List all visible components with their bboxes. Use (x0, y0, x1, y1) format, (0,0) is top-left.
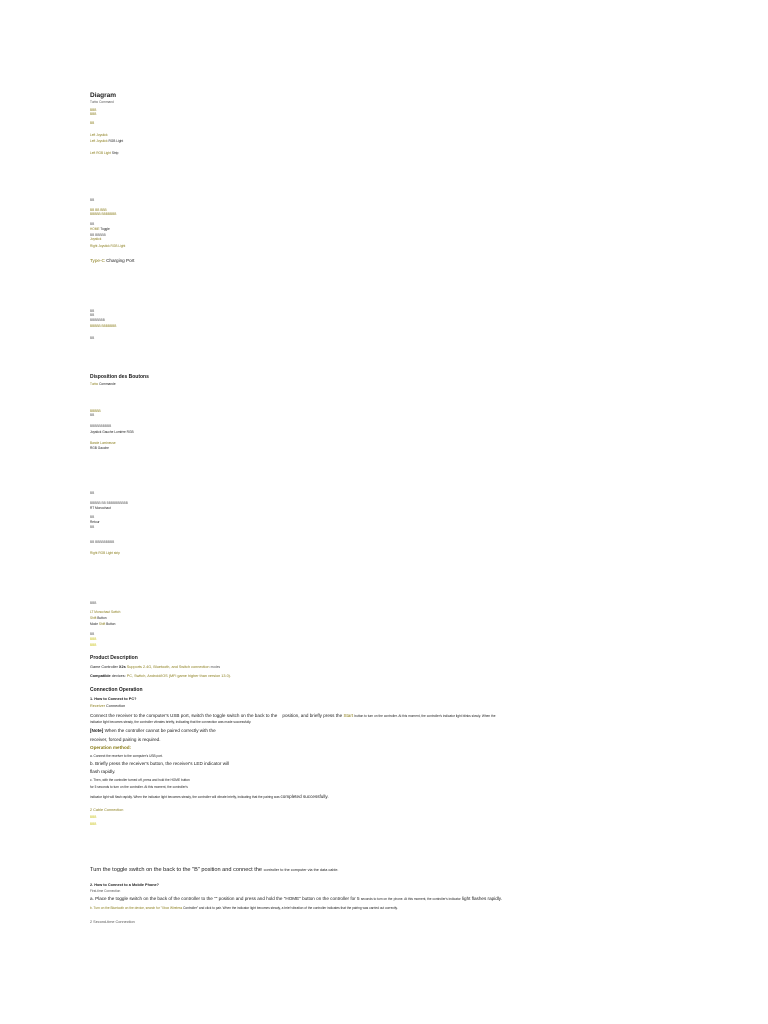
second-time-connection-label: 2 Second-time Connection (90, 920, 135, 924)
turbo-command-label: Turbo Command (90, 100, 114, 104)
diagram-small-label: BBBBB BBBBBBB (90, 324, 117, 328)
diagram-small-label: BB (90, 313, 95, 317)
disposition-small-label: BBBBB BB BBBBBBBBBB (90, 501, 128, 505)
shift-button-label: Shift Button (90, 616, 107, 620)
home-toggle-label: HOME Toggle (90, 227, 110, 231)
disposition-small-label: BB (90, 491, 95, 495)
disposition-small-label: BB (90, 525, 95, 529)
step-c-line2: for 5 seconds to turn on the controller. At this moment, the controller's (90, 785, 188, 789)
disposition-small-label: BBBBBBBBBB (90, 424, 112, 428)
rt-monochaut-label: RT Monochaut (90, 506, 111, 510)
retour-label: Retour (90, 520, 100, 524)
right-joystick-rgb-label: Right Joystick RGB Light (90, 244, 126, 248)
diagram-small-label: BB (90, 222, 95, 226)
operation-method-label: Operation method: (90, 745, 132, 750)
mobile-step-a: a. Place the toggle switch on the back of the controller to the "" position and press and hold the "HOME" button on the controller for 5 seconds to turn on the phone. At this moment, the controller's indicator light flashes rapidly. (90, 896, 503, 901)
diagram-small-label: BBBBB BBBBBBB (90, 212, 117, 216)
highlight-label: BBB (90, 815, 97, 819)
pc-connection-question: 1. How to Connect to PC? (90, 697, 137, 701)
highlight-label: BBB (90, 643, 97, 647)
lt-monochaut-switch-label: LT Monochaut Switch (90, 610, 121, 614)
diagram-small-label: BB BBBBB (90, 233, 106, 237)
mobile-connection-question: 2. How to Connect to a Mobile Phone? (90, 883, 159, 887)
product-line-1: Game Controller X2s Supports 2.4G, Bluetooth, and Switch connection modes (90, 665, 221, 669)
left-joystick-label: Left Joystick (90, 133, 108, 137)
mobile-step-b: b. Turn on the Bluetooth on the device, search for "Xbox Wireless Controller" and click to pair. When the indicator light becomes steady, a brief vibration of the controller indicates that the pairing was carried out correctly. (90, 906, 398, 910)
diagram-small-label: BB BB BBB (90, 208, 107, 212)
cable-connection-label: 2 Cable Connection (90, 808, 124, 812)
typec-charging-port-label: Type-C Charging Port (90, 258, 135, 263)
note-line-1: [Note] When the controller cannot be paired correctly with the (90, 728, 216, 733)
right-rgb-strip-label: Right RGB Light strip (90, 551, 120, 555)
diagram-small-label: BB (90, 198, 95, 202)
step-b-line1: b. Briefly press the receiver's button, the receiver's LED indicator will (90, 761, 230, 766)
step-b-line2: flash rapidly. (90, 769, 116, 774)
first-time-connection-label: First-time Connection (90, 889, 121, 893)
disposition-small-label: BB BBBBBBBBB (90, 540, 115, 544)
turbo-commande-label: Turbo Commande (90, 382, 116, 386)
disposition-small-label: BB (90, 515, 95, 519)
pc-connection-paragraph-line2: indicator light becomes steady, the controller vibrates briefly, indicating that the connection was made successfully. (90, 720, 252, 724)
rgb-gauche-label: RGB Gauche (90, 446, 109, 450)
connection-operation-title: Connection Operation (90, 687, 143, 693)
disposition-small-label: BBB (90, 601, 97, 605)
pc-connection-paragraph-line1: Connect the receiver to the computer's USB port, switch the toggle switch on the back to the position, and briefly press the Start button to turn on the controller. At this moment, the controller's indicator light blinks slowly. When the (90, 713, 496, 718)
disposition-small-label: BBBBB (90, 409, 101, 413)
step-c-line1: c. Then, with the controller turned off, press and hold the HOME button (90, 778, 190, 782)
receiver-connection-label: Receiver Connection (90, 704, 126, 708)
left-joystick-rgb-label: Left Joystick RGB Light (90, 139, 124, 143)
disposition-small-label: BB (90, 413, 95, 417)
diagram-title: Diagram (90, 92, 117, 99)
disposition-title: Disposition des Boutons (90, 374, 149, 380)
left-rgb-strip-label: Left RGB Light Strip (90, 151, 119, 155)
disposition-small-label: BB (90, 632, 95, 636)
diagram-small-label: BBB (90, 112, 97, 116)
step-a: a. Connect the receiver to the computer's USB port. (90, 754, 163, 758)
step-c-line3: indicator light will flash rapidly. When the indicator light becomes steady, the controller will vibrate briefly, indicating that the pairing was completed successfully. (90, 794, 329, 799)
diagram-small-label: BB (90, 121, 95, 125)
diagram-small-label: BBBBBBB (90, 318, 105, 322)
mode-shift-button-label: Mode Shift Button (90, 622, 116, 626)
joystick-gauche-label: Joystick Gauche Lumière RGB (90, 430, 134, 434)
product-description-title: Product Description (90, 655, 138, 661)
highlight-label: BBB (90, 822, 97, 826)
toggle-cable-instruction: Turn the toggle switch on the back to the "B" position and connect the controller to the computer via the data cable. (90, 867, 339, 873)
note-line-2: receiver, forced pairing is required. (90, 737, 161, 742)
bande-lumineuse-label: Bande Lumineuse (90, 441, 116, 445)
diagram-small-label: BB (90, 309, 95, 313)
diagram-small-label: BBB (90, 108, 97, 112)
joystick-label: Joystick (90, 237, 102, 241)
highlight-label: BBB (90, 637, 97, 641)
diagram-small-label: BB (90, 336, 95, 340)
product-line-2: Compatible devices: PC, Switch, Android/iOS (MFi game higher than version 13.0). (90, 674, 231, 678)
